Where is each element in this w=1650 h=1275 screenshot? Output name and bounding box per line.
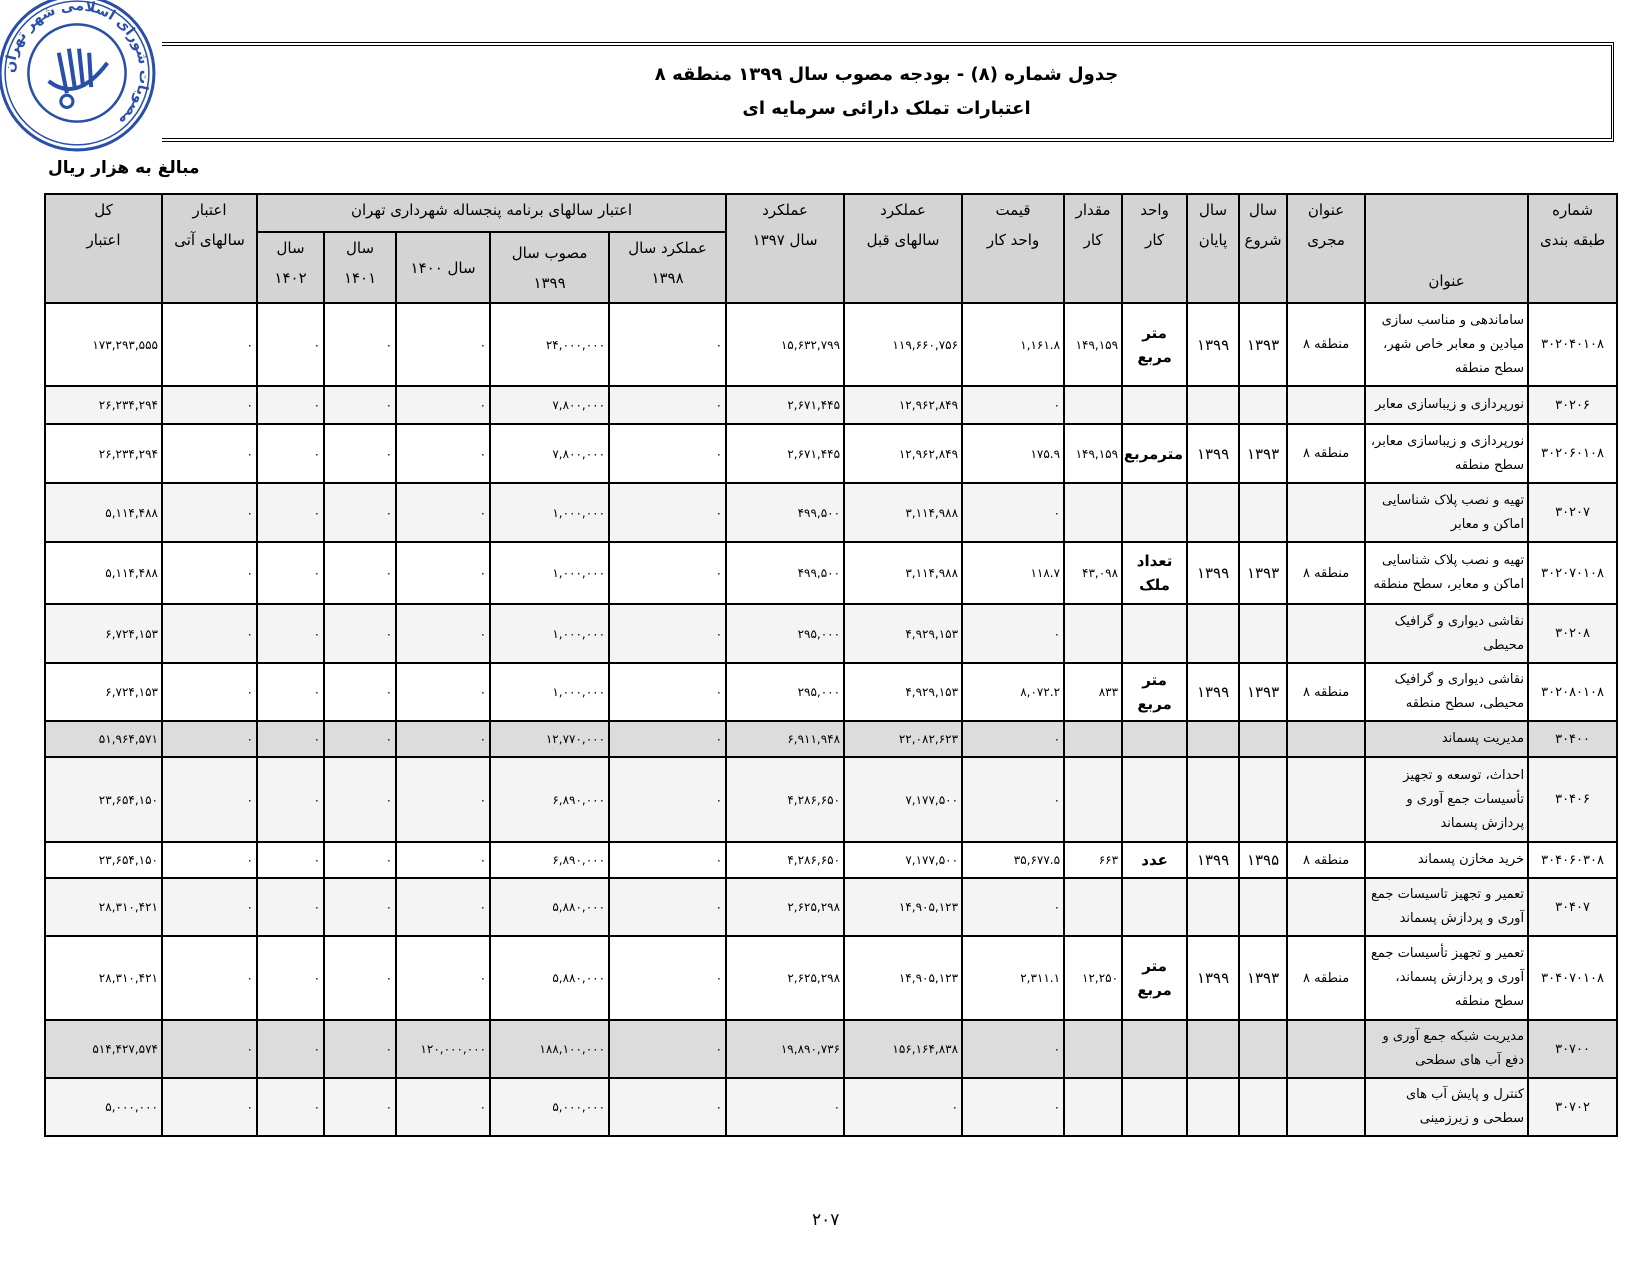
performance-1398-cell: ۰ — [609, 1020, 726, 1078]
work-unit-cell — [1122, 483, 1187, 542]
performance-1398-cell: ۰ — [609, 604, 726, 663]
work-quantity-cell — [1064, 386, 1122, 424]
approved-1399-cell: ۶,۸۹۰,۰۰۰ — [490, 757, 609, 842]
classification-code-cell: ۳۰۴۰۷ — [1528, 878, 1617, 936]
credit-1401-cell: ۰ — [324, 842, 396, 878]
header-previous-years: عملکرد سالهای قبل — [844, 194, 962, 303]
start-year-cell — [1239, 386, 1287, 424]
classification-code-cell: ۳۰۷۰۲ — [1528, 1078, 1617, 1136]
performance-1397-cell: ۱۹,۸۹۰,۷۳۶ — [726, 1020, 844, 1078]
approved-1399-cell: ۱,۰۰۰,۰۰۰ — [490, 483, 609, 542]
performance-1398-cell: ۰ — [609, 542, 726, 604]
credit-1400-cell: ۰ — [396, 721, 490, 757]
end-year-cell — [1187, 721, 1239, 757]
classification-code-cell: ۳۰۲۰۶ — [1528, 386, 1617, 424]
executor-cell — [1287, 757, 1365, 842]
credit-1400-cell: ۰ — [396, 663, 490, 721]
classification-code-cell: ۳۰۴۰۰ — [1528, 721, 1617, 757]
total-credit-cell: ۵۱,۹۶۴,۵۷۱ — [45, 721, 162, 757]
future-credit-cell: ۰ — [162, 483, 257, 542]
credit-1400-cell: ۰ — [396, 386, 490, 424]
credit-1401-cell: ۰ — [324, 483, 396, 542]
work-quantity-cell — [1064, 483, 1122, 542]
total-credit-cell: ۲۶,۲۳۴,۲۹۴ — [45, 386, 162, 424]
table-row — [45, 386, 1617, 424]
approved-1399-cell: ۱,۰۰۰,۰۰۰ — [490, 604, 609, 663]
unit-price-cell: ۰ — [962, 1020, 1064, 1078]
item-title-cell: مدیریت شبکه جمع آوری و دفع آب های سطحی — [1365, 1020, 1528, 1078]
unit-price-cell: ۰ — [962, 386, 1064, 424]
executor-cell: منطقه ۸ — [1287, 303, 1365, 386]
item-title-cell: کنترل و پایش آب های سطحی و زیرزمینی — [1365, 1078, 1528, 1136]
page-number: ۲۰۷ — [812, 1210, 840, 1230]
performance-1397-cell: ۰ — [726, 1078, 844, 1136]
previous-years-performance-cell: ۴,۹۲۹,۱۵۳ — [844, 604, 962, 663]
performance-1397-cell: ۲۹۵,۰۰۰ — [726, 663, 844, 721]
work-quantity-cell: ۱۴۹,۱۵۹ — [1064, 424, 1122, 483]
previous-years-performance-cell: ۰ — [844, 1078, 962, 1136]
credit-1402-cell: ۰ — [257, 1078, 324, 1136]
future-credit-cell: ۰ — [162, 542, 257, 604]
end-year-cell: ۱۳۹۹ — [1187, 936, 1239, 1020]
credit-1400-cell: ۰ — [396, 842, 490, 878]
item-title-cell: نقاشی دیواری و گرافیک محیطی، سطح منطقه — [1365, 663, 1528, 721]
executor-cell — [1287, 1078, 1365, 1136]
credit-1401-cell: ۰ — [324, 386, 396, 424]
approved-1399-cell: ۶,۸۹۰,۰۰۰ — [490, 842, 609, 878]
classification-code-cell: ۳۰۴۰۶ — [1528, 757, 1617, 842]
item-title-cell: احداث، توسعه و تجهیز تأسیسات جمع آوری و پردازش پسماند — [1365, 757, 1528, 842]
future-credit-cell: ۰ — [162, 303, 257, 386]
credit-1401-cell: ۰ — [324, 1078, 396, 1136]
performance-1398-cell: ۰ — [609, 757, 726, 842]
page-subtitle: اعتبارات تملک دارائی سرمایه ای — [742, 98, 1031, 119]
classification-code-cell: ۳۰۲۰۶۰۱۰۸ — [1528, 424, 1617, 483]
start-year-cell: ۱۳۹۳ — [1239, 663, 1287, 721]
credit-1402-cell: ۰ — [257, 663, 324, 721]
work-quantity-cell: ۱۴۹,۱۵۹ — [1064, 303, 1122, 386]
start-year-cell — [1239, 604, 1287, 663]
total-credit-cell: ۵,۱۱۴,۴۸۸ — [45, 542, 162, 604]
performance-1397-cell: ۲,۶۷۱,۴۴۵ — [726, 424, 844, 483]
performance-1398-cell: ۰ — [609, 424, 726, 483]
credit-1402-cell: ۰ — [257, 842, 324, 878]
credit-1400-cell: ۰ — [396, 878, 490, 936]
credit-1401-cell: ۰ — [324, 757, 396, 842]
budget-table — [44, 193, 1618, 1137]
item-title-cell: نورپردازی و زیباسازی معابر، سطح منطقه — [1365, 424, 1528, 483]
performance-1397-cell: ۲,۶۷۱,۴۴۵ — [726, 386, 844, 424]
future-credit-cell: ۰ — [162, 1020, 257, 1078]
item-title-cell: تعمیر و تجهیز تأسیسات جمع آوری و پردازش پسماند، سطح منطقه — [1365, 936, 1528, 1020]
performance-1397-cell: ۲,۶۲۵,۲۹۸ — [726, 878, 844, 936]
header-1397: عملکرد سال ۱۳۹۷ — [726, 194, 844, 303]
start-year-cell — [1239, 721, 1287, 757]
executor-cell — [1287, 878, 1365, 936]
total-credit-cell: ۲۳,۶۵۴,۱۵۰ — [45, 842, 162, 878]
credit-1401-cell: ۰ — [324, 936, 396, 1020]
classification-code-cell: ۳۰۲۰۸۰۱۰۸ — [1528, 663, 1617, 721]
credit-1402-cell: ۰ — [257, 303, 324, 386]
item-title-cell: نقاشی دیواری و گرافیک محیطی — [1365, 604, 1528, 663]
previous-years-performance-cell: ۷,۱۷۷,۵۰۰ — [844, 842, 962, 878]
start-year-cell: ۱۳۹۳ — [1239, 936, 1287, 1020]
credit-1402-cell: ۰ — [257, 424, 324, 483]
credit-1402-cell: ۰ — [257, 878, 324, 936]
unit-price-cell: ۸,۰۷۲.۲ — [962, 663, 1064, 721]
total-credit-cell: ۲۸,۳۱۰,۴۲۱ — [45, 878, 162, 936]
table-row — [45, 542, 1617, 604]
future-credit-cell: ۰ — [162, 604, 257, 663]
unit-price-cell: ۰ — [962, 483, 1064, 542]
performance-1397-cell: ۲۹۵,۰۰۰ — [726, 604, 844, 663]
classification-code-cell: ۳۰۷۰۰ — [1528, 1020, 1617, 1078]
approved-1399-cell: ۱۲,۷۷۰,۰۰۰ — [490, 721, 609, 757]
header-1398: عملکرد سال ۱۳۹۸ — [609, 232, 726, 303]
header-end-year: سال پایان — [1187, 194, 1239, 303]
credit-1402-cell: ۰ — [257, 936, 324, 1020]
credit-1402-cell: ۰ — [257, 542, 324, 604]
previous-years-performance-cell: ۲۲,۰۸۲,۶۲۳ — [844, 721, 962, 757]
previous-years-performance-cell: ۳,۱۱۴,۹۸۸ — [844, 542, 962, 604]
table-row — [45, 1020, 1617, 1078]
classification-code-cell: ۳۰۲۰۷۰۱۰۸ — [1528, 542, 1617, 604]
approved-1399-cell: ۱۸۸,۱۰۰,۰۰۰ — [490, 1020, 609, 1078]
previous-years-performance-cell: ۱۵۶,۱۶۴,۸۳۸ — [844, 1020, 962, 1078]
start-year-cell — [1239, 1078, 1287, 1136]
end-year-cell: ۱۳۹۹ — [1187, 663, 1239, 721]
work-unit-cell — [1122, 1078, 1187, 1136]
classification-code-cell: ۳۰۲۰۷ — [1528, 483, 1617, 542]
work-quantity-cell — [1064, 757, 1122, 842]
executor-cell: منطقه ۸ — [1287, 542, 1365, 604]
table-row — [45, 878, 1617, 936]
start-year-cell: ۱۳۹۳ — [1239, 424, 1287, 483]
start-year-cell: ۱۳۹۳ — [1239, 542, 1287, 604]
executor-cell — [1287, 721, 1365, 757]
credit-1400-cell: ۰ — [396, 424, 490, 483]
work-unit-cell — [1122, 1020, 1187, 1078]
work-unit-cell — [1122, 878, 1187, 936]
approved-1399-cell: ۵,۸۸۰,۰۰۰ — [490, 936, 609, 1020]
performance-1398-cell: ۰ — [609, 303, 726, 386]
header-total: کل اعتبار — [45, 194, 162, 303]
previous-years-performance-cell: ۱۴,۹۰۵,۱۲۳ — [844, 878, 962, 936]
performance-1398-cell: ۰ — [609, 842, 726, 878]
start-year-cell — [1239, 483, 1287, 542]
total-credit-cell: ۲۶,۲۳۴,۲۹۴ — [45, 424, 162, 483]
credit-1400-cell: ۰ — [396, 483, 490, 542]
future-credit-cell: ۰ — [162, 842, 257, 878]
performance-1398-cell: ۰ — [609, 936, 726, 1020]
start-year-cell — [1239, 878, 1287, 936]
performance-1397-cell: ۴,۲۸۶,۶۵۰ — [726, 842, 844, 878]
work-unit-cell — [1122, 721, 1187, 757]
approved-1399-cell: ۵,۸۸۰,۰۰۰ — [490, 878, 609, 936]
header-1400: سال ۱۴۰۰ — [396, 232, 490, 303]
work-unit-cell: متر مربع — [1122, 663, 1187, 721]
unit-price-cell: ۱,۱۶۱.۸ — [962, 303, 1064, 386]
classification-code-cell: ۳۰۲۰۴۰۱۰۸ — [1528, 303, 1617, 386]
header-1399: مصوب سال ۱۳۹۹ — [490, 232, 609, 303]
work-unit-cell — [1122, 757, 1187, 842]
header-title: عنوان — [1365, 194, 1528, 303]
unit-price-cell: ۰ — [962, 878, 1064, 936]
header-unit: واحد کار — [1122, 194, 1187, 303]
classification-code-cell: ۳۰۲۰۸ — [1528, 604, 1617, 663]
work-quantity-cell: ۶۶۳ — [1064, 842, 1122, 878]
start-year-cell: ۱۳۹۵ — [1239, 842, 1287, 878]
future-credit-cell: ۰ — [162, 757, 257, 842]
executor-cell — [1287, 483, 1365, 542]
table-row — [45, 663, 1617, 721]
performance-1397-cell: ۴۹۹,۵۰۰ — [726, 483, 844, 542]
credit-1402-cell: ۰ — [257, 483, 324, 542]
table-row — [45, 757, 1617, 842]
header-future: اعتبار سالهای آتی — [162, 194, 257, 303]
credit-1401-cell: ۰ — [324, 721, 396, 757]
header-1401: سال ۱۴۰۱ — [324, 232, 396, 303]
previous-years-performance-cell: ۳,۱۱۴,۹۸۸ — [844, 483, 962, 542]
previous-years-performance-cell: ۷,۱۷۷,۵۰۰ — [844, 757, 962, 842]
svg-text:مصوبات شورای اسلامی شهر تهران: مصوبات شورای اسلامی شهر تهران — [1, 0, 153, 129]
unit-price-cell: ۳۵,۶۷۷.۵ — [962, 842, 1064, 878]
start-year-cell — [1239, 1020, 1287, 1078]
unit-price-cell: ۰ — [962, 604, 1064, 663]
table-row — [45, 483, 1617, 542]
future-credit-cell: ۰ — [162, 936, 257, 1020]
end-year-cell — [1187, 1078, 1239, 1136]
item-title-cell: خرید مخازن پسماند — [1365, 842, 1528, 878]
table-body — [45, 303, 1617, 1136]
item-title-cell: تعمیر و تجهیز تاسیسات جمع آوری و پردازش پسماند — [1365, 878, 1528, 936]
credit-1400-cell: ۰ — [396, 757, 490, 842]
table-row — [45, 303, 1617, 386]
performance-1398-cell: ۰ — [609, 721, 726, 757]
future-credit-cell: ۰ — [162, 663, 257, 721]
end-year-cell: ۱۳۹۹ — [1187, 542, 1239, 604]
credit-1400-cell: ۰ — [396, 542, 490, 604]
future-credit-cell: ۰ — [162, 386, 257, 424]
credit-1402-cell: ۰ — [257, 386, 324, 424]
work-unit-cell: متر مربع — [1122, 936, 1187, 1020]
council-stamp — [0, 0, 158, 154]
item-title-cell: مدیریت پسماند — [1365, 721, 1528, 757]
end-year-cell — [1187, 878, 1239, 936]
total-credit-cell: ۵,۰۰۰,۰۰۰ — [45, 1078, 162, 1136]
header-1402: سال ۱۴۰۲ — [257, 232, 324, 303]
unit-price-cell: ۲,۳۱۱.۱ — [962, 936, 1064, 1020]
executor-cell: منطقه ۸ — [1287, 663, 1365, 721]
performance-1397-cell: ۲,۶۲۵,۲۹۸ — [726, 936, 844, 1020]
work-quantity-cell: ۸۳۳ — [1064, 663, 1122, 721]
classification-code-cell: ۳۰۴۰۶۰۳۰۸ — [1528, 842, 1617, 878]
approved-1399-cell: ۱,۰۰۰,۰۰۰ — [490, 663, 609, 721]
work-unit-cell — [1122, 386, 1187, 424]
work-quantity-cell — [1064, 1078, 1122, 1136]
unit-price-cell: ۰ — [962, 757, 1064, 842]
work-unit-cell: عدد — [1122, 842, 1187, 878]
item-title-cell: تهیه و نصب پلاک شناسایی اماکن و معابر، سطح منطقه — [1365, 542, 1528, 604]
total-credit-cell: ۵,۱۱۴,۴۸۸ — [45, 483, 162, 542]
total-credit-cell: ۶,۷۲۴,۱۵۳ — [45, 604, 162, 663]
credit-1400-cell: ۰ — [396, 936, 490, 1020]
table-row — [45, 842, 1617, 878]
header-code: شماره طبقه بندی — [1528, 194, 1617, 303]
start-year-cell: ۱۳۹۳ — [1239, 303, 1287, 386]
end-year-cell: ۱۳۹۹ — [1187, 424, 1239, 483]
work-quantity-cell: ۴۳,۰۹۸ — [1064, 542, 1122, 604]
currency-unit-note: مبالغ به هزار ریال — [48, 158, 200, 178]
work-quantity-cell — [1064, 721, 1122, 757]
executor-cell: منطقه ۸ — [1287, 424, 1365, 483]
credit-1400-cell: ۰ — [396, 604, 490, 663]
work-quantity-cell — [1064, 878, 1122, 936]
previous-years-performance-cell: ۱۴,۹۰۵,۱۲۳ — [844, 936, 962, 1020]
end-year-cell — [1187, 1020, 1239, 1078]
future-credit-cell: ۰ — [162, 878, 257, 936]
header-unit-price: قیمت واحد کار — [962, 194, 1064, 303]
total-credit-cell: ۱۷۳,۲۹۳,۵۵۵ — [45, 303, 162, 386]
credit-1401-cell: ۰ — [324, 663, 396, 721]
work-unit-cell — [1122, 604, 1187, 663]
performance-1398-cell: ۰ — [609, 663, 726, 721]
credit-1400-cell: ۰ — [396, 1078, 490, 1136]
performance-1398-cell: ۰ — [609, 1078, 726, 1136]
end-year-cell — [1187, 757, 1239, 842]
credit-1402-cell: ۰ — [257, 604, 324, 663]
end-year-cell — [1187, 604, 1239, 663]
header-start-year: سال شروع — [1239, 194, 1287, 303]
credit-1402-cell: ۰ — [257, 1020, 324, 1078]
page-title: جدول شماره (۸) - بودجه مصوب سال ۱۳۹۹ منطقه ۸ — [654, 64, 1119, 85]
approved-1399-cell: ۵,۰۰۰,۰۰۰ — [490, 1078, 609, 1136]
end-year-cell: ۱۳۹۹ — [1187, 303, 1239, 386]
header-five-year-group: اعتبار سالهای برنامه پنجساله شهرداری تهران — [257, 194, 726, 232]
previous-years-performance-cell: ۴,۹۲۹,۱۵۳ — [844, 663, 962, 721]
credit-1401-cell: ۰ — [324, 542, 396, 604]
total-credit-cell: ۵۱۴,۴۲۷,۵۷۴ — [45, 1020, 162, 1078]
future-credit-cell: ۰ — [162, 1078, 257, 1136]
unit-price-cell: ۰ — [962, 1078, 1064, 1136]
approved-1399-cell: ۷,۸۰۰,۰۰۰ — [490, 424, 609, 483]
item-title-cell: تهیه و نصب پلاک شناسایی اماکن و معابر — [1365, 483, 1528, 542]
end-year-cell: ۱۳۹۹ — [1187, 842, 1239, 878]
work-unit-cell: تعداد ملک — [1122, 542, 1187, 604]
credit-1402-cell: ۰ — [257, 757, 324, 842]
executor-cell: منطقه ۸ — [1287, 842, 1365, 878]
credit-1401-cell: ۰ — [324, 1020, 396, 1078]
total-credit-cell: ۶,۷۲۴,۱۵۳ — [45, 663, 162, 721]
executor-cell: منطقه ۸ — [1287, 936, 1365, 1020]
table-row — [45, 424, 1617, 483]
previous-years-performance-cell: ۱۲,۹۶۲,۸۴۹ — [844, 424, 962, 483]
performance-1397-cell: ۴۹۹,۵۰۰ — [726, 542, 844, 604]
end-year-cell — [1187, 483, 1239, 542]
credit-1402-cell: ۰ — [257, 721, 324, 757]
end-year-cell — [1187, 386, 1239, 424]
start-year-cell — [1239, 757, 1287, 842]
work-quantity-cell — [1064, 1020, 1122, 1078]
performance-1398-cell: ۰ — [609, 878, 726, 936]
performance-1398-cell: ۰ — [609, 386, 726, 424]
credit-1401-cell: ۰ — [324, 424, 396, 483]
previous-years-performance-cell: ۱۱۹,۶۶۰,۷۵۶ — [844, 303, 962, 386]
performance-1397-cell: ۱۵,۶۳۲,۷۹۹ — [726, 303, 844, 386]
credit-1400-cell: ۰ — [396, 303, 490, 386]
approved-1399-cell: ۲۴,۰۰۰,۰۰۰ — [490, 303, 609, 386]
executor-cell — [1287, 386, 1365, 424]
table-row — [45, 936, 1617, 1020]
future-credit-cell: ۰ — [162, 424, 257, 483]
table-row — [45, 721, 1617, 757]
executor-cell — [1287, 604, 1365, 663]
table-row — [45, 604, 1617, 663]
title-box — [162, 42, 1614, 142]
work-quantity-cell — [1064, 604, 1122, 663]
credit-1401-cell: ۰ — [324, 604, 396, 663]
executor-cell — [1287, 1020, 1365, 1078]
credit-1401-cell: ۰ — [324, 303, 396, 386]
approved-1399-cell: ۷,۸۰۰,۰۰۰ — [490, 386, 609, 424]
item-title-cell: نورپردازی و زیباسازی معابر — [1365, 386, 1528, 424]
total-credit-cell: ۲۸,۳۱۰,۴۲۱ — [45, 936, 162, 1020]
unit-price-cell: ۱۷۵.۹ — [962, 424, 1064, 483]
future-credit-cell: ۰ — [162, 721, 257, 757]
work-unit-cell: مترمربع — [1122, 424, 1187, 483]
header-executor: عنوان مجری — [1287, 194, 1365, 303]
work-unit-cell: متر مربع — [1122, 303, 1187, 386]
classification-code-cell: ۳۰۴۰۷۰۱۰۸ — [1528, 936, 1617, 1020]
unit-price-cell: ۱۱۸.۷ — [962, 542, 1064, 604]
header-quantity: مقدار کار — [1064, 194, 1122, 303]
unit-price-cell: ۰ — [962, 721, 1064, 757]
credit-1401-cell: ۰ — [324, 878, 396, 936]
approved-1399-cell: ۱,۰۰۰,۰۰۰ — [490, 542, 609, 604]
previous-years-performance-cell: ۱۲,۹۶۲,۸۴۹ — [844, 386, 962, 424]
performance-1397-cell: ۴,۲۸۶,۶۵۰ — [726, 757, 844, 842]
performance-1398-cell: ۰ — [609, 483, 726, 542]
total-credit-cell: ۲۳,۶۵۴,۱۵۰ — [45, 757, 162, 842]
performance-1397-cell: ۶,۹۱۱,۹۴۸ — [726, 721, 844, 757]
table-row — [45, 1078, 1617, 1136]
work-quantity-cell: ۱۲,۲۵۰ — [1064, 936, 1122, 1020]
credit-1400-cell: ۱۲۰,۰۰۰,۰۰۰ — [396, 1020, 490, 1078]
item-title-cell: ساماندهی و مناسب سازی میادین و معابر خاص شهر، سطح منطقه — [1365, 303, 1528, 386]
